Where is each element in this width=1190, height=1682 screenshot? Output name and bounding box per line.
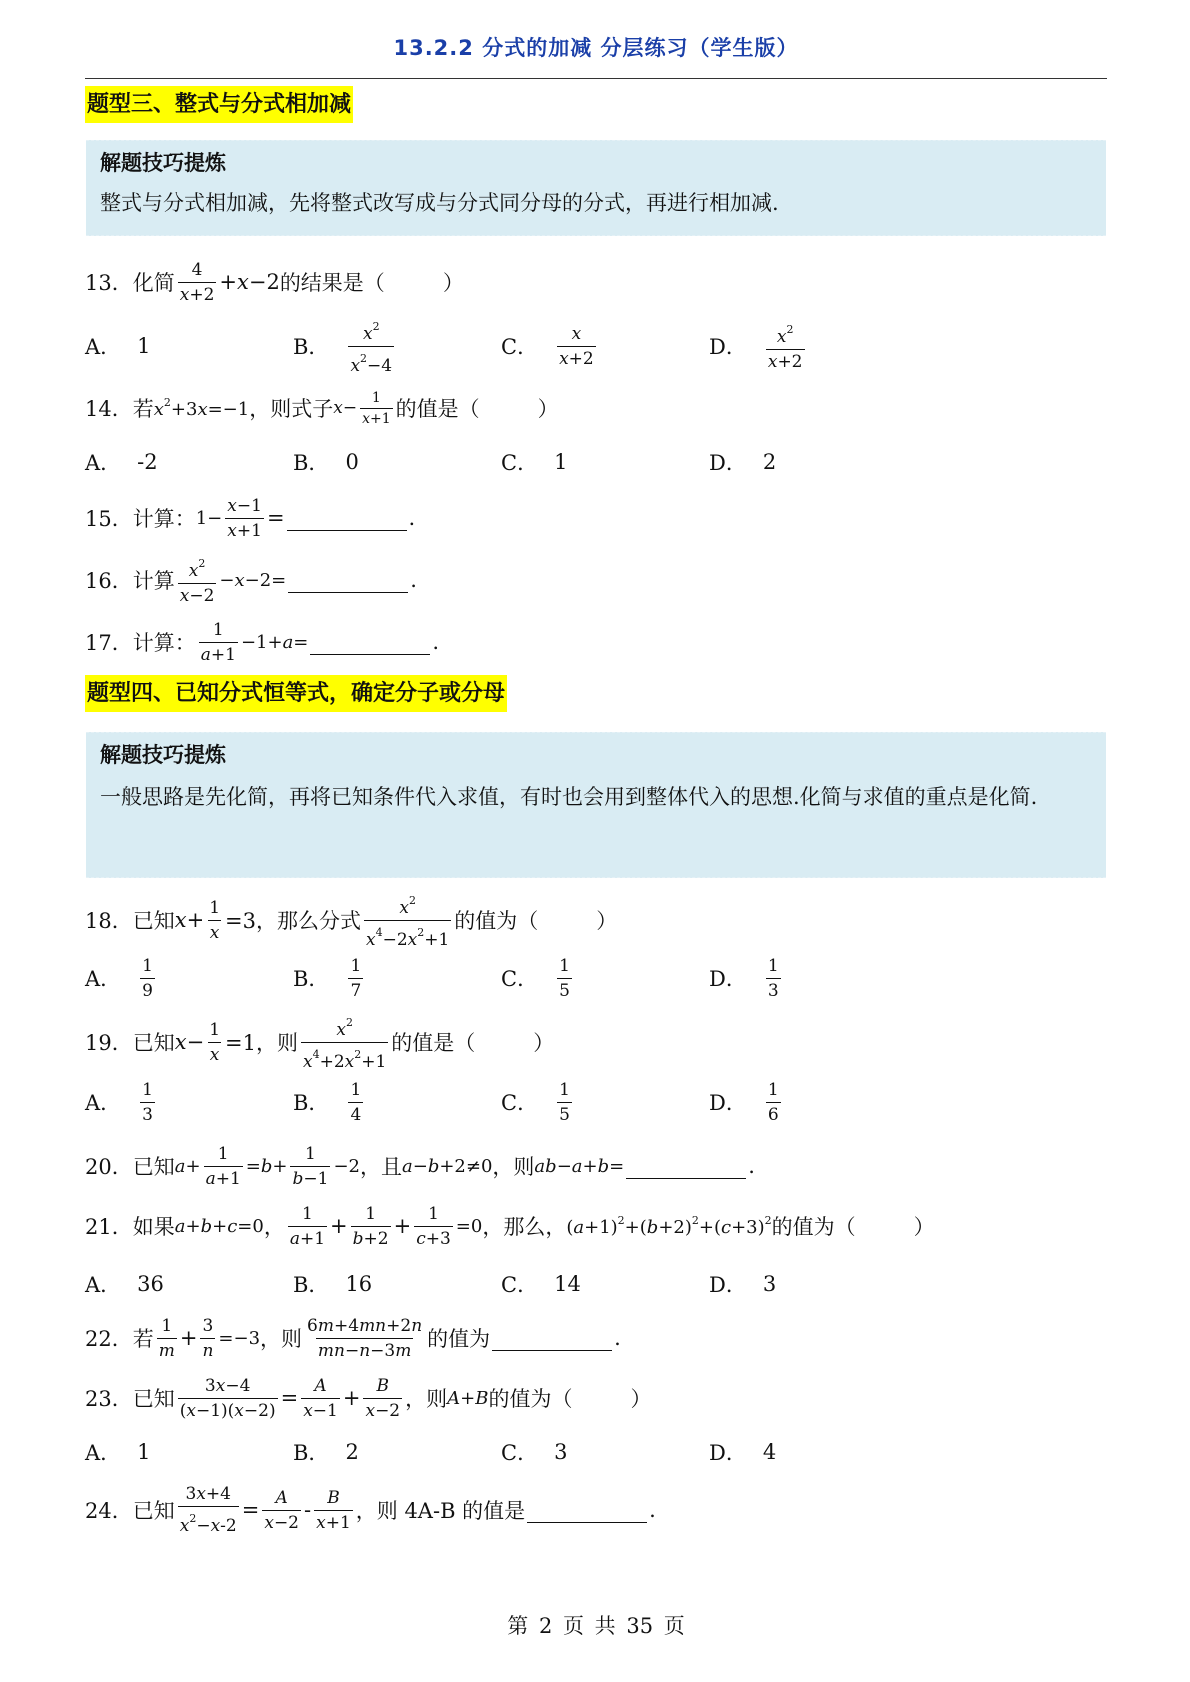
page-header-title: 13.2.2 分式的加减 分层练习（学生版） — [393, 36, 799, 60]
option-a[interactable] — [85, 1424, 151, 1480]
question-text: 计算： — [132, 507, 196, 531]
answer-blank[interactable] — [287, 506, 407, 531]
fraction: $\frac{1}{3}$ — [142, 1079, 153, 1125]
tip-text-3: 整式与分式相加减，先将整式改写成与分式同分母的分式，再进行相加减. — [100, 191, 779, 215]
options-23 — [85, 1424, 1107, 1480]
question-text: 已知 — [132, 1387, 175, 1411]
option-b[interactable] — [293, 434, 359, 490]
option-label: D． — [709, 1273, 747, 1297]
question-text: 若 — [132, 397, 154, 421]
question-number: 13． — [85, 271, 133, 295]
option-label: C． — [501, 335, 539, 359]
options-13 — [85, 318, 1107, 374]
option-value: 1 — [554, 450, 568, 474]
fraction: $\frac{B}{x-2}$ — [365, 1375, 401, 1421]
option-label: C． — [501, 1091, 539, 1115]
header-divider — [85, 78, 1107, 79]
question-number: 22． — [85, 1327, 133, 1351]
question-text: 计算： — [132, 631, 196, 655]
question-text: 的值为（ — [488, 1387, 573, 1411]
question-text: ， — [263, 1215, 285, 1239]
question-text: 已知 — [132, 1155, 175, 1179]
option-label: C． — [501, 451, 539, 475]
fraction: $\frac{x-1}{x+1}$ — [227, 495, 262, 541]
fraction: $\frac{6m+4mn+2n}{mn-n-3m}$ — [307, 1315, 423, 1361]
option-value: 0 — [345, 450, 359, 474]
option-value: 14 — [554, 1272, 581, 1296]
fraction: $\frac{1}{b+2}$ — [352, 1203, 389, 1249]
question-text: ） — [442, 271, 464, 295]
fraction: $\frac{3}{n}$ — [202, 1315, 214, 1361]
fraction: $\frac{3x-4}{(x-1)(x-2)}$ — [179, 1375, 276, 1421]
fraction: $\frac{x}{x+2}$ — [559, 323, 594, 369]
option-b[interactable] — [293, 950, 366, 1006]
option-label: D． — [709, 451, 747, 475]
tip-text-4: 一般思路是先化简，再将已知条件代入求值，有时也会用到整体代入的思想.化简与求值的重点是化简. — [100, 785, 1038, 809]
option-b[interactable] — [293, 1424, 359, 1480]
fraction: $\frac{1}{x}$ — [209, 897, 221, 943]
question-text: ） — [533, 1031, 555, 1055]
answer-blank[interactable] — [288, 568, 408, 593]
option-d[interactable] — [709, 1424, 776, 1480]
question-22: 22． 若 $\frac{1}{m}$ + $\frac{3}{n}$ =−3 ，则 $\frac{6m+4mn+2n}{mn-n-3m}$ 的值为 . — [85, 1315, 621, 1361]
question-15: 15． 计算： 1− $\frac{x-1}{x+1}$ = . — [85, 495, 416, 541]
option-value: 2 — [762, 450, 777, 474]
question-text: ，则 4A-B 的值是 — [355, 1499, 526, 1523]
option-value: 3 — [762, 1272, 777, 1296]
fraction: $\frac{1}{a+1}$ — [289, 1203, 326, 1249]
question-text: . — [432, 630, 440, 654]
option-label: B． — [293, 335, 330, 359]
option-d[interactable] — [709, 1256, 776, 1312]
question-text: 已知 — [132, 1499, 175, 1523]
question-text: 化简 — [132, 271, 175, 295]
question-text: =1，则 — [225, 1031, 298, 1055]
option-label: A． — [85, 1441, 122, 1465]
option-value: 3 — [554, 1440, 568, 1464]
question-text: . — [614, 1326, 621, 1350]
fraction: $\frac{4}{x+2}$ — [179, 259, 215, 305]
question-text: ，则 — [492, 1155, 535, 1179]
fraction: $\frac{A}{x-1}$ — [303, 1375, 338, 1421]
fraction: $\frac{1}{4}$ — [350, 1079, 362, 1125]
option-b[interactable] — [293, 1256, 372, 1312]
fraction: $\frac{1}{a+1}$ — [200, 619, 236, 665]
fraction: $\frac{3x+4}{x^2-x-2}$ — [179, 1484, 237, 1536]
question-text: ） — [537, 397, 559, 421]
question-text: . — [410, 568, 417, 592]
option-label: B． — [293, 1273, 330, 1297]
option-label: B． — [293, 451, 330, 475]
option-a[interactable] — [85, 434, 158, 490]
options-19 — [85, 1074, 1107, 1130]
fraction: $\frac{1}{a+1}$ — [205, 1143, 241, 1189]
option-label: D． — [709, 335, 747, 359]
question-number: 16． — [85, 569, 133, 593]
question-number: 21． — [85, 1215, 133, 1239]
question-text: ） — [596, 909, 618, 933]
fraction: $\frac{1}{5}$ — [559, 955, 570, 1001]
question-13: 13． 化简 $\frac{4}{x+2}$ +x−2 的结果是（ ） — [85, 259, 464, 305]
fraction: $\frac{1}{7}$ — [350, 955, 362, 1001]
option-c[interactable] — [501, 318, 599, 374]
question-text: 的值是（ — [391, 1031, 476, 1055]
question-text: 如果 — [132, 1215, 175, 1239]
question-16: 16． 计算 $\frac{x^2}{x-2}$ −x−2= . — [85, 550, 1107, 610]
option-b[interactable] — [293, 318, 397, 374]
fraction: $\frac{x^2}{x^2-4}$ — [350, 319, 393, 376]
question-text: ，且 — [359, 1155, 402, 1179]
tip-box-4 — [86, 732, 1106, 878]
question-text: . — [748, 1154, 755, 1178]
option-label: A． — [85, 1273, 122, 1297]
option-value: 1 — [137, 1440, 151, 1464]
question-number: 18． — [85, 909, 133, 933]
section-title-4: 题型四、已知分式恒等式，确定分子或分母 — [85, 675, 507, 712]
question-text: =3，那么分式 — [225, 909, 361, 933]
fraction: $\frac{1}{m}$ — [158, 1315, 175, 1361]
question-text: 的值是（ — [395, 397, 480, 421]
question-text: ，则 — [405, 1387, 448, 1411]
option-value: 36 — [137, 1272, 164, 1296]
tip-title-3: 解题技巧提炼 — [100, 151, 226, 175]
fraction: $\frac{1}{c+3}$ — [416, 1203, 451, 1249]
option-a[interactable] — [85, 318, 151, 374]
question-text: 已知 — [132, 909, 175, 933]
question-text: 的值为（ — [454, 909, 539, 933]
question-number: 17． — [85, 631, 133, 655]
option-value: 4 — [762, 1440, 777, 1464]
question-text: ） — [913, 1215, 935, 1239]
question-text: 的值为 — [427, 1327, 491, 1351]
option-label: D． — [709, 1441, 747, 1465]
options-18 — [85, 950, 1107, 1006]
question-number: 15． — [85, 507, 133, 531]
fraction: $\frac{A}{x-2}$ — [264, 1487, 299, 1533]
question-text: . — [649, 1498, 656, 1522]
tip-title-4: 解题技巧提炼 — [100, 743, 226, 767]
question-18: 18． 已知 x + $\frac{1}{x}$ =3，那么分式 $\frac{x^2}{x^4-2x^2+1}$ 的值为（ ） — [85, 890, 1107, 950]
option-label: B． — [293, 1441, 330, 1465]
option-label: C． — [501, 967, 539, 991]
question-text: 计算 — [132, 569, 175, 593]
option-label: C． — [501, 1273, 539, 1297]
question-text: 的结果是（ — [279, 271, 385, 295]
option-a[interactable] — [85, 950, 158, 1006]
fraction: $\frac{x^2}{x-2}$ — [179, 557, 215, 606]
option-value: 16 — [345, 1272, 373, 1296]
option-a[interactable] — [85, 1256, 164, 1312]
answer-blank[interactable] — [527, 1498, 647, 1523]
question-number: 19． — [85, 1031, 133, 1055]
question-17: 17． 计算： $\frac{1}{a+1}$ −1+a= . — [85, 619, 440, 665]
question-number: 24． — [85, 1499, 133, 1523]
option-label: C． — [501, 1441, 539, 1465]
option-label: A． — [85, 451, 122, 475]
fraction: $\frac{1}{b-1}$ — [292, 1143, 329, 1189]
fraction: $\frac{x^2}{x+2}$ — [767, 323, 803, 372]
option-d[interactable] — [709, 1074, 784, 1130]
question-text: 的值为（ — [771, 1215, 856, 1239]
options-21 — [85, 1256, 1107, 1312]
fraction: $\frac{x^2}{x^4+2x^2+1}$ — [302, 1015, 387, 1072]
option-a[interactable] — [85, 1074, 158, 1130]
option-value: -2 — [137, 450, 158, 474]
option-d[interactable] — [709, 434, 776, 490]
option-c[interactable] — [501, 1074, 575, 1130]
question-text: 若 — [132, 1327, 154, 1351]
option-c[interactable] — [501, 950, 575, 1006]
page-footer: 第 2 页 共 35 页 — [507, 1614, 685, 1638]
question-text: ） — [630, 1387, 652, 1411]
fraction: $\frac{x^2}{x^4-2x^2+1}$ — [365, 893, 450, 950]
option-c[interactable] — [501, 1424, 567, 1480]
question-text: ，则式子 — [249, 397, 334, 421]
tip-box-3 — [86, 140, 1106, 236]
option-b[interactable] — [293, 1074, 366, 1130]
fraction: $\frac{1}{6}$ — [767, 1079, 779, 1125]
question-text: ，则 — [260, 1327, 303, 1351]
fraction: $\frac{1}{5}$ — [559, 1079, 570, 1125]
fraction: $\frac{1}{x+1}$ — [362, 389, 391, 427]
option-c[interactable] — [501, 1256, 581, 1312]
option-label: D． — [709, 1091, 747, 1115]
answer-blank[interactable] — [626, 1154, 746, 1179]
option-label: A． — [85, 967, 122, 991]
fraction: $\frac{1}{x}$ — [209, 1019, 221, 1065]
question-23: 23． 已知 $\frac{3x-4}{(x-1)(x-2)}$ = $\frac{A}{x-1}$ + $\frac{B}{x-2}$ ，则 A+B 的值为（ ） — [85, 1375, 652, 1421]
options-14 — [85, 434, 1107, 490]
question-24: 24． 已知 $\frac{3x+4}{x^2-x-2}$ = $\frac{A}{x-2}$ - $\frac{B}{x+1}$ ，则 4A-B 的值是 . — [85, 1484, 656, 1536]
option-label: B． — [293, 967, 330, 991]
answer-blank[interactable] — [310, 630, 430, 655]
question-21: 21． 如果 a+b+c=0 ， $\frac{1}{a+1}$ + $\frac{1}{b+2}$ + $\frac{1}{c+3}$ =0 ，那么， $(a+1)^2+(b+2)^2+(c+3)^2$ 的值为（ ） — [85, 1203, 935, 1249]
question-number: 23． — [85, 1387, 133, 1411]
question-number: 14． — [85, 397, 133, 421]
question-20: 20． 已知 a+ $\frac{1}{a+1}$ =b+ $\frac{1}{b-1}$ −2 ，且 a−b+2≠0 ，则 ab−a+b= . — [85, 1143, 755, 1189]
option-c[interactable] — [501, 434, 567, 490]
option-label: D． — [709, 967, 747, 991]
option-d[interactable] — [709, 950, 784, 1006]
question-text: 已知 — [132, 1031, 175, 1055]
question-number: 20． — [85, 1155, 133, 1179]
question-text: . — [408, 506, 416, 530]
option-value: 2 — [345, 1440, 359, 1464]
option-label: A． — [85, 1091, 122, 1115]
answer-blank[interactable] — [492, 1326, 612, 1351]
option-label: A． — [85, 335, 122, 359]
fraction: $\frac{B}{x+1}$ — [316, 1487, 351, 1533]
question-14: 14． 若 $x^2+3x=-1$ ，则式子 x − $\frac{1}{x+1}$ 的值是（ ） — [85, 389, 559, 427]
fraction: $\frac{1}{3}$ — [767, 955, 779, 1001]
section-title-3: 题型三、整式与分式相加减 — [85, 86, 353, 123]
question-19: 19． 已知 x − $\frac{1}{x}$ =1，则 $\frac{x^2}{x^4+2x^2+1}$ 的值是（ ） — [85, 1012, 1107, 1072]
option-d[interactable] — [709, 318, 808, 374]
question-text: ，那么， — [482, 1215, 567, 1239]
option-label: B． — [293, 1091, 330, 1115]
option-value: 1 — [137, 334, 151, 358]
fraction: $\frac{1}{9}$ — [142, 955, 153, 1001]
